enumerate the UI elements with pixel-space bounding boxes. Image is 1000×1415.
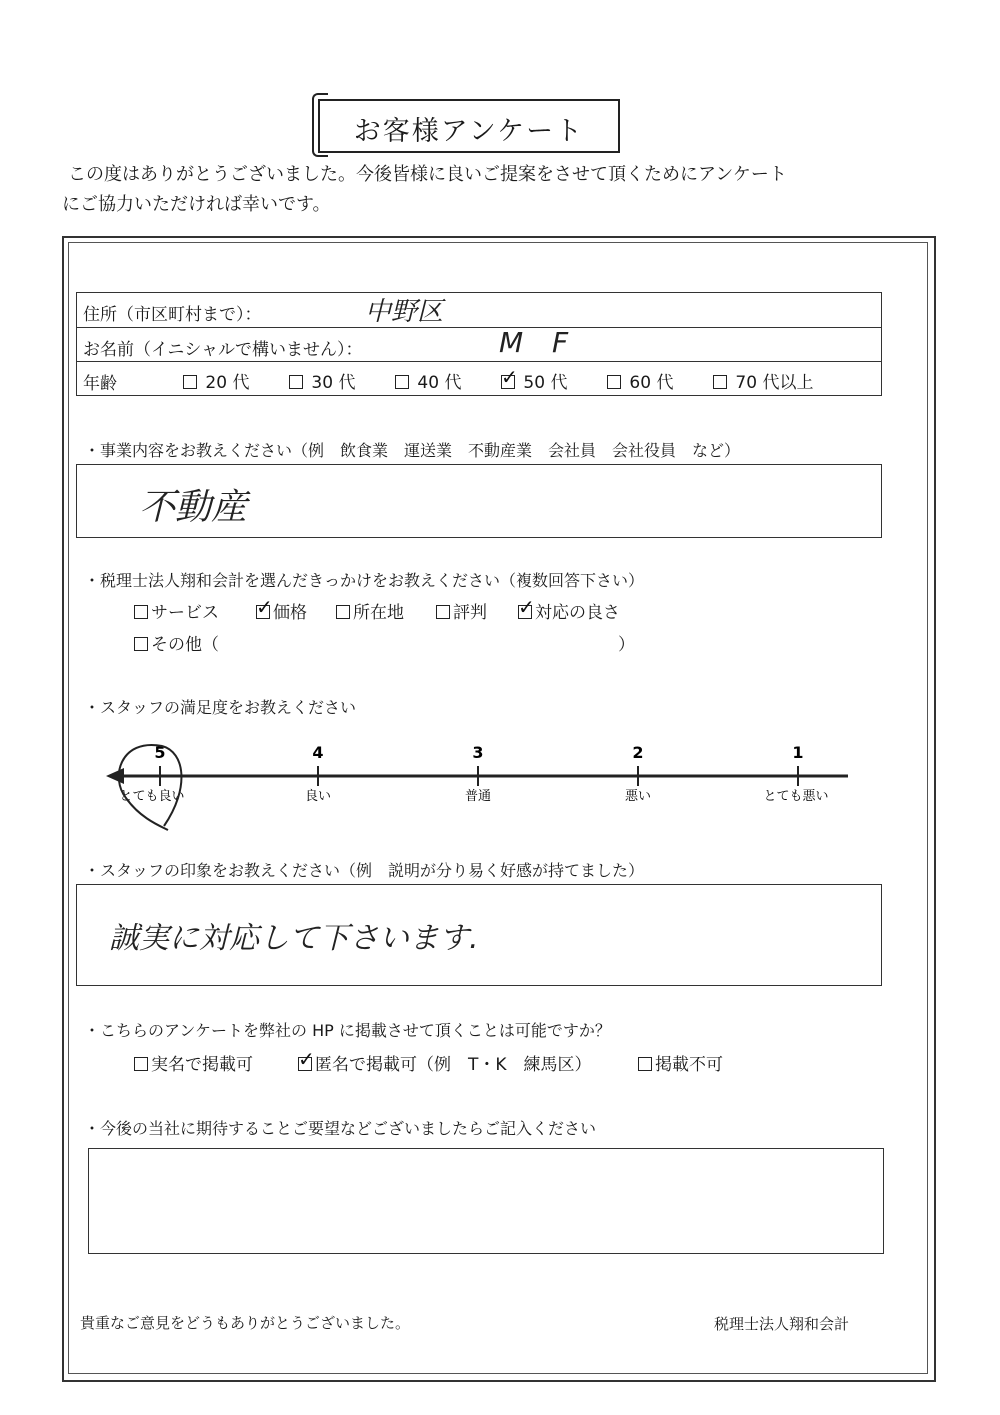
info-table (76, 292, 882, 396)
scale-num-2: 2 (632, 743, 644, 762)
checkbox-checked-icon[interactable] (501, 375, 515, 389)
checkbox-icon[interactable] (134, 605, 148, 619)
reason-option-other[interactable]: その他（ (134, 630, 219, 655)
scale-arrow-icon (106, 768, 124, 784)
scale-label-1: とても悪い (763, 789, 829, 804)
footer-company: 税理士法人翔和会計 (714, 1315, 850, 1333)
checkbox-icon[interactable] (436, 605, 450, 619)
age-option-60[interactable]: 60 代 (607, 368, 673, 393)
checkbox-icon[interactable] (183, 375, 197, 389)
scale-label-5: とても良い (119, 789, 185, 804)
publish-option-no[interactable]: 掲載不可 (638, 1050, 723, 1075)
checkbox-checked-icon[interactable] (518, 605, 532, 619)
name-row (77, 327, 881, 362)
age-option-50[interactable]: ✓ 50 代 (501, 368, 567, 393)
impression-answer-box[interactable] (76, 884, 882, 986)
address-label: 住所（市区町村まで）： (83, 305, 262, 325)
scale-label-3: 普通 (464, 789, 492, 804)
checkbox-icon[interactable] (336, 605, 350, 619)
reason-option-price[interactable]: ✓ 価格 (256, 598, 307, 623)
selected-circle-mark (119, 745, 185, 830)
question-business: ・事業内容をお教えください（例 飲食業 運送業 不動産業 会社員 会社役員 など） (84, 441, 741, 460)
age-option-30[interactable]: 30 代 (289, 368, 355, 393)
age-option-20[interactable]: 20 代 (183, 368, 249, 393)
question-requests: ・今後の当社に期待することご要望などございましたらご記入ください (84, 1119, 597, 1138)
requests-answer-box[interactable] (88, 1148, 884, 1254)
checkbox-icon[interactable] (289, 375, 303, 389)
satisfaction-scale[interactable] (100, 730, 860, 840)
intro-line-2: にご協力いただければ幸いです。 (62, 194, 331, 215)
scale-num-1: 1 (792, 743, 804, 762)
checkbox-icon[interactable] (638, 1057, 652, 1071)
checkbox-checked-icon[interactable] (256, 605, 270, 619)
name-value[interactable]: M F (499, 326, 579, 359)
checkbox-checked-icon[interactable] (298, 1057, 312, 1071)
publish-option-anonymous[interactable]: ✓ 匿名で掲載可（例 T・K 練馬区） (298, 1050, 592, 1075)
title-banner (318, 99, 620, 153)
question-reason: ・税理士法人翔和会計を選んだきっかけをお教えください（複数回答下さい） (84, 571, 645, 590)
age-row (77, 361, 881, 396)
reason-option-service-quality[interactable]: ✓ 対応の良さ (518, 598, 620, 623)
reason-option-service[interactable]: サービス (134, 598, 219, 623)
checkbox-icon[interactable] (713, 375, 727, 389)
checkbox-icon[interactable] (134, 637, 148, 651)
reason-other-close: ） (618, 635, 635, 655)
scale-num-4: 4 (312, 743, 324, 762)
address-row (77, 293, 881, 327)
publish-option-realname[interactable]: 実名で掲載可 (134, 1050, 253, 1075)
scale-num-5: 5 (154, 743, 166, 762)
page-title: お客様アンケート (353, 116, 585, 147)
business-answer-box[interactable] (76, 464, 882, 538)
reason-option-reputation[interactable]: 評判 (436, 598, 487, 623)
name-label: お名前（イニシャルで構いません）： (83, 340, 363, 360)
reason-option-location[interactable]: 所在地 (336, 598, 404, 623)
checkbox-icon[interactable] (134, 1057, 148, 1071)
scale-label-4: 良い (304, 789, 332, 804)
scale-label-2: 悪い (624, 789, 652, 804)
business-answer: 不動産 (139, 487, 248, 528)
checkbox-icon[interactable] (607, 375, 621, 389)
checkbox-icon[interactable] (395, 375, 409, 389)
age-option-70[interactable]: 70 代以上 (713, 368, 813, 393)
question-satisfaction: ・スタッフの満足度をお教えください (84, 698, 357, 717)
age-option-40[interactable]: 40 代 (395, 368, 461, 393)
intro-line-1: この度はありがとうございました。今後皆様に良いご提案をさせて頂くためにアンケート (68, 164, 787, 185)
scale-num-3: 3 (472, 743, 484, 762)
impression-answer: 誠実に対応して下さいます. (109, 921, 479, 956)
address-value[interactable]: 中野区 (365, 297, 444, 327)
question-publish: ・こちらのアンケートを弊社の HP に掲載させて頂くことは可能ですか？ (84, 1021, 611, 1040)
age-label: 年齢 (83, 374, 117, 394)
footer-thanks: 貴重なご意見をどうもありがとうございました。 (80, 1314, 411, 1332)
question-impression: ・スタッフの印象をお教えください（例 説明が分り易く好感が持てました） (84, 861, 645, 880)
